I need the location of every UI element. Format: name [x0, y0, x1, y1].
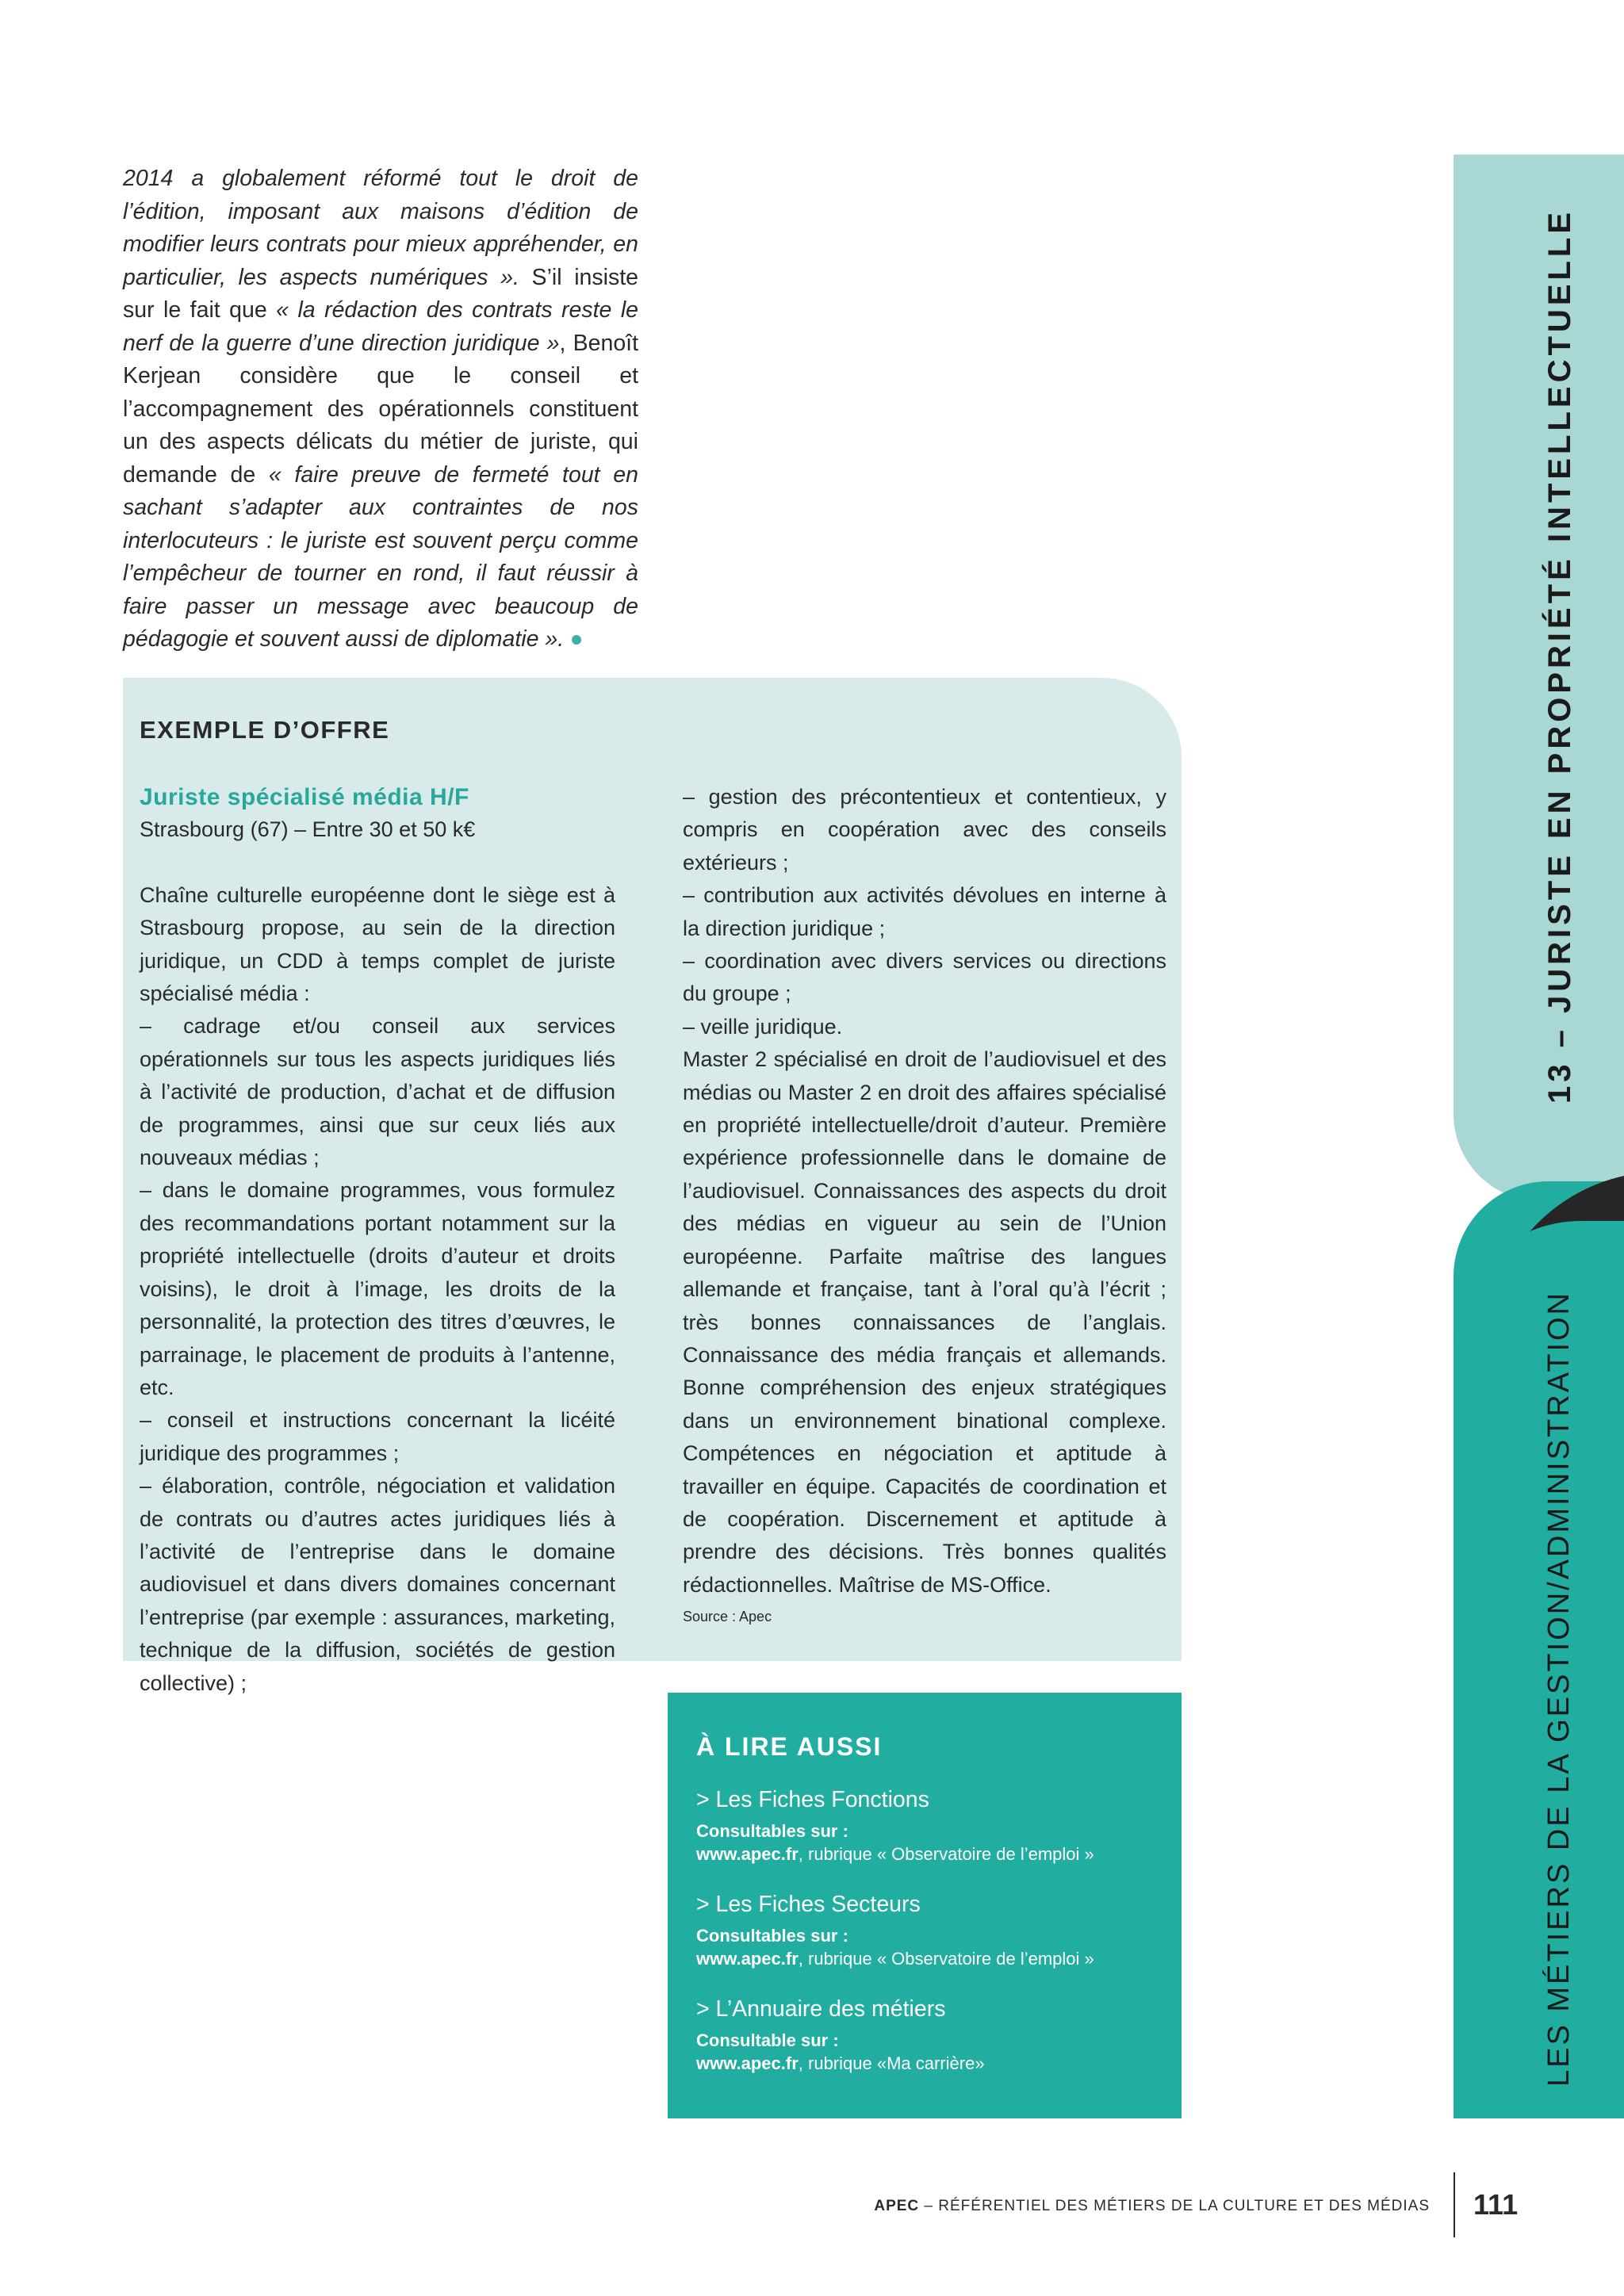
read-also-url-line	[696, 2052, 1172, 2076]
offer-description: Chaîne culturelle européenne dont le siège est à Strasbourg propose, au sein de la direction juridique, un CDD à temps complet de juriste spécialisé média :	[140, 882, 615, 1006]
footer-brand: APEC	[874, 2198, 920, 2214]
read-also-box	[668, 1693, 1182, 2118]
offer-item: – veille juridique.	[683, 1014, 843, 1039]
offer-right-column	[683, 781, 1166, 1628]
offer-item: – conseil et instructions concernant la licéité juridique des programmes ;	[140, 1408, 615, 1465]
chapter-label: 13 – JURISTE EN PROPRIÉTÉ INTELLECTUELLE	[1542, 208, 1577, 1104]
read-also-link-fiches-fonctions[interactable]: > Les Fiches Fonctions	[696, 1787, 929, 1812]
offer-source: Source : Apec	[683, 1609, 772, 1625]
read-also-avail: Consultables sur :	[696, 1821, 848, 1841]
read-also-link-annuaire[interactable]: > L’Annuaire des métiers	[696, 1996, 946, 2022]
footer-divider	[1454, 2172, 1455, 2237]
offer-item: – élaboration, contrôle, négociation et validation de contrats ou d’autres actes juridiques liés à l’activité de l’entreprise dans le domaine audiovisuel et dans divers domaines concernant l’entreprise (par exemple : assurances, marketing, technique de la diffusion, sociétés de gestion collective) ;	[140, 1474, 615, 1695]
apec-link[interactable]: www.apec.fr	[696, 2053, 799, 2073]
side-tab-section-cover	[1454, 1221, 1624, 2118]
intro-text-1: S’il insiste sur le fait que	[123, 264, 639, 323]
read-also-avail: Consultables sur :	[696, 1926, 848, 1946]
job-title: Juriste spécialisé média H/F	[140, 784, 469, 810]
page-footer	[874, 2198, 1430, 2215]
list-item	[696, 1784, 1172, 1866]
list-item	[696, 1993, 1172, 2076]
offer-item: – dans le domaine programmes, vous formulez des recommandations portant notamment sur la propriété intellectuelle (droits d’auteur et droits voisins), le droit à l’image, les droits de la personnalité, la protection des titres d’œuvres, le parrainage, le placement de produits à l’antenne, etc.	[140, 1178, 615, 1399]
intro-paragraph	[123, 163, 638, 656]
apec-link[interactable]: www.apec.fr	[696, 1844, 799, 1864]
intro-quote-1: 2014 a globalement réformé tout le droit de l’édition, imposant aux maisons d’édition de modifier leurs contrats pour mieux appréhender, en particulier, les aspects numériques ».	[123, 166, 638, 290]
side-tab-chapter	[1454, 155, 1624, 1201]
read-also-link-fiches-secteurs[interactable]: > Les Fiches Secteurs	[696, 1892, 921, 1917]
list-item	[696, 1888, 1172, 1971]
section-label: LES MÉTIERS DE LA GESTION/ADMINISTRATION	[1542, 1290, 1576, 2087]
read-also-heading: À LIRE AUSSI	[696, 1732, 883, 1761]
offer-item: – contribution aux activités dévolues en interne à la direction juridique ;	[683, 883, 1166, 940]
read-also-rubric: , rubrique «Ma carrière»	[798, 2053, 985, 2073]
read-also-rubric: , rubrique « Observatoire de l’emploi »	[798, 1949, 1094, 1969]
job-offer-box	[123, 678, 1182, 1695]
read-also-avail: Consultable sur :	[696, 2030, 839, 2050]
read-also-rubric: , rubrique « Observatoire de l’emploi »	[798, 1844, 1094, 1864]
offer-item: – coordination avec divers services ou directions du groupe ;	[683, 949, 1166, 1006]
job-location: Strasbourg (67) – Entre 30 et 50 k€	[140, 817, 476, 842]
intro-text-2: , Benoît Kerjean considère que le conseil et l’accompagnement des opérationnels constituent un des aspects délicats du métier de juriste, qui demande de	[123, 330, 639, 488]
read-also-url-line	[696, 1947, 1172, 1971]
read-also-url-line	[696, 1843, 1172, 1866]
intro-quote-3: « faire preuve de fermeté tout en sachant s’adapter aux contraintes de nos interlocuteurs : le juriste est souvent perçu comme l’empêcheur de tourner en rond, il faut réussir à faire passer un message avec beaucoup de pédagogie et souvent aussi de diplomatie ».	[123, 461, 638, 652]
offer-item: – cadrage et/ou conseil aux services opérationnels sur tous les aspects juridiques liés à l’activité de production, d’achat et de diffusion de programmes, ainsi que sur ceux liés aux nouveaux médias ;	[140, 1014, 615, 1170]
end-bullet-icon	[572, 635, 581, 645]
offer-heading: EXEMPLE D’OFFRE	[140, 716, 390, 744]
intro-quote-2: « la rédaction des contrats reste le nerf de la guerre d’une direction juridique »	[123, 297, 639, 356]
read-also-list	[696, 1784, 1172, 2098]
offer-left-column	[140, 781, 615, 1700]
offer-requirements: Master 2 spécialisé en droit de l’audiovisuel et des médias ou Master 2 en droit des affaires spécialisé en propriété intellectuelle/droit d’auteur. Première expérience professionnelle dans le domaine de l’audiovisuel. Connaissances des aspects du droit des médias en vigueur au sein de l’Union européenne. Parfaite maîtrise des langues allemande et française, tant à l’oral qu’à l’écrit ; très bonnes connaissances de l’anglais. Connaissance des média français et allemands. Bonne compréhension des enjeux stratégiques dans un environnement binational complexe. Compétences en négociation et aptitude à travailler en équipe. Capacités de coordination et de coopération. Discernement et aptitude à prendre des décisions. Très bonnes qualités rédactionnelles. Maîtrise de MS-Office.	[683, 1047, 1166, 1597]
offer-item: – gestion des précontentieux et contentieux, y compris en coopération avec des conseils extérieurs ;	[683, 785, 1166, 874]
apec-link[interactable]: www.apec.fr	[696, 1949, 799, 1969]
page-number: 111	[1473, 2188, 1519, 2221]
footer-text: – RÉFÉRENTIEL DES MÉTIERS DE LA CULTURE ET DES MÉDIAS	[919, 2198, 1430, 2214]
